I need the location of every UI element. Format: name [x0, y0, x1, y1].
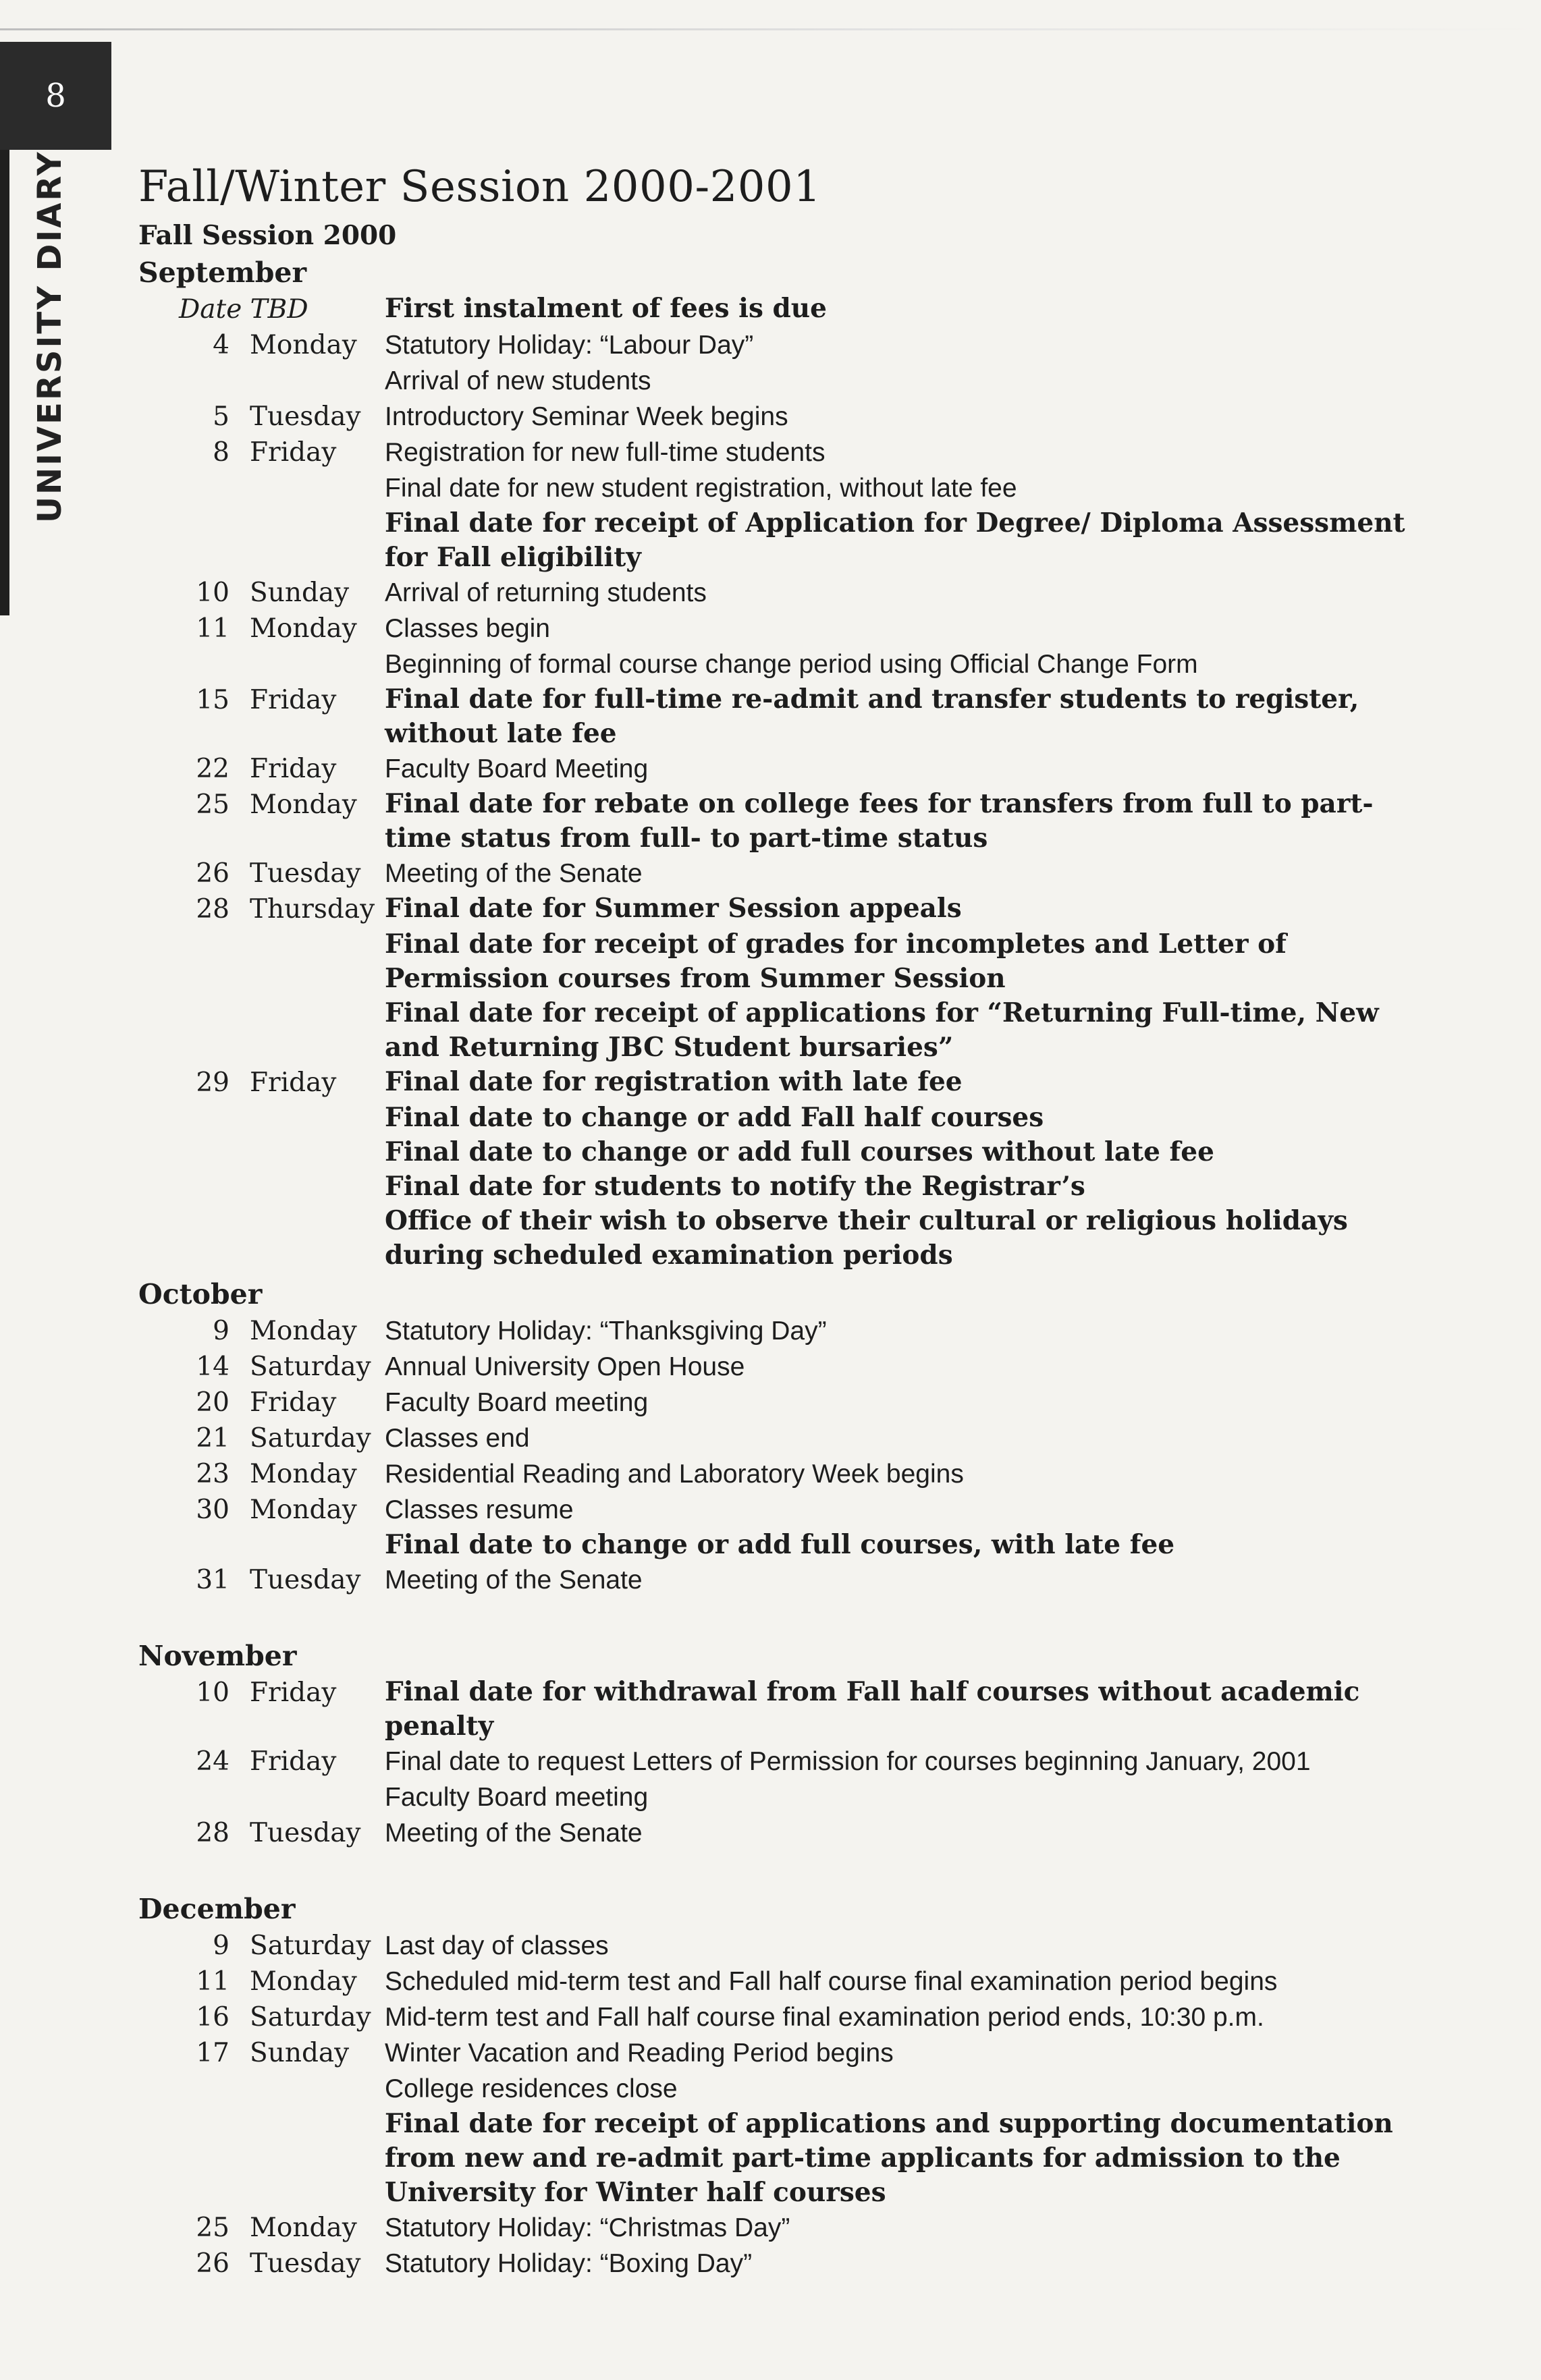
entry-text: Final date to change or add full courses, with late fee: [385, 1529, 1175, 1560]
month-heading: December: [138, 1893, 296, 1925]
entry-weekday: [250, 996, 381, 1065]
entry-weekday: Tuesday: [250, 1565, 361, 1595]
month-section: [138, 256, 1421, 1273]
diary-entry: [138, 646, 1421, 682]
entry-day: 21: [196, 1423, 229, 1454]
entry-weekday: [250, 927, 381, 996]
diary-entry: [138, 2210, 1421, 2246]
diary-entry: [138, 1492, 1421, 1528]
entry-weekday: Friday: [250, 1387, 337, 1418]
entry-text: Arrival of new students: [385, 366, 651, 395]
diary-entry: [138, 2071, 1421, 2107]
entry-weekday: Monday: [250, 613, 357, 644]
diary-entry: [138, 1204, 1421, 1273]
entry-text: First instalment of fees is due: [385, 293, 827, 324]
entry-day: [138, 1169, 250, 1204]
section-spacer: [138, 1854, 1421, 1887]
diary-entry: [138, 1779, 1421, 1815]
entry-day: [138, 996, 250, 1065]
entry-day: 11: [196, 613, 229, 644]
entry-text: Registration for new full-time students: [385, 438, 826, 467]
entry-text: Office of their wish to observe their cultural or religious holidays during scheduled examination periods: [385, 1205, 1348, 1271]
entry-weekday: Saturday: [250, 1931, 371, 1961]
entry-day: 14: [196, 1352, 229, 1382]
entry-text: Classes end: [385, 1424, 530, 1453]
month-heading: October: [138, 1278, 263, 1310]
entry-day: 29: [196, 1068, 229, 1098]
entry-day: 10: [196, 1678, 229, 1708]
entry-day: [138, 1204, 250, 1273]
entry-text: Final date to request Letters of Permission for courses beginning January, 2001: [385, 1747, 1311, 1776]
entry-text: Annual University Open House: [385, 1352, 745, 1381]
diary-entry: [138, 1928, 1421, 1964]
entry-weekday: [250, 1135, 381, 1169]
entry-weekday: Thursday: [250, 894, 375, 924]
diary-entry: [138, 1456, 1421, 1492]
entry-text: Final date for receipt of applications for “Returning Full-time, New and Returning JBC Student bursaries”: [385, 997, 1379, 1063]
entry-day: 26: [196, 2248, 229, 2279]
entry-date-tbd: Date TBD: [179, 294, 308, 325]
entry-weekday: Friday: [250, 1678, 337, 1708]
entry-text: Final date to change or add Fall half courses: [385, 1102, 1044, 1133]
entry-weekday: Tuesday: [250, 858, 361, 889]
entry-day: 8: [213, 437, 229, 468]
diary-entry: [138, 2246, 1421, 2281]
entry-day: 25: [196, 2213, 229, 2243]
diary-entry: [138, 470, 1421, 506]
entry-weekday: [250, 470, 381, 506]
diary-entry: [138, 435, 1421, 470]
entry-day: [138, 2071, 250, 2107]
entry-weekday: Monday: [250, 1316, 357, 1346]
entry-text: Final date to change or add full courses without late fee: [385, 1136, 1214, 1167]
diary-entry: [138, 1065, 1421, 1101]
diary-entry: [138, 1169, 1421, 1204]
entry-weekday: Tuesday: [250, 402, 361, 432]
entry-text: Statutory Holiday: “Christmas Day”: [385, 2213, 790, 2242]
diary-entry: [138, 2107, 1421, 2210]
diary-entry: [138, 682, 1421, 751]
entry-day: 31: [196, 1565, 229, 1595]
entry-text: Final date for receipt of grades for incompletes and Letter of Permission courses from Summer Session: [385, 929, 1287, 994]
entry-text: Introductory Seminar Week begins: [385, 402, 788, 431]
diary-entry: [138, 1101, 1421, 1135]
month-section: [138, 1640, 1421, 1851]
entry-day: 26: [196, 858, 229, 889]
diary-entry: [138, 891, 1421, 927]
diary-entry: [138, 1964, 1421, 1999]
diary-entry: [138, 927, 1421, 996]
entry-text: Final date for withdrawal from Fall half courses without academic penalty: [385, 1676, 1360, 1742]
entry-day: [138, 1101, 250, 1135]
entry-day: [138, 646, 250, 682]
entry-weekday: [250, 646, 381, 682]
entry-day: 24: [196, 1746, 229, 1777]
entry-day: 10: [196, 578, 229, 608]
entry-day: 5: [213, 402, 229, 432]
entry-text: Final date for rebate on college fees for transfers from full to part-time status from full- to part-time status: [385, 788, 1374, 854]
entry-weekday: Saturday: [250, 2002, 371, 2032]
diary-entry: [138, 996, 1421, 1065]
session-subtitle: Fall Session 2000: [138, 220, 397, 251]
entry-weekday: [250, 1779, 381, 1815]
entry-text: Classes begin: [385, 614, 550, 643]
section-spacer: [138, 1601, 1421, 1634]
entry-day: 4: [213, 330, 229, 360]
entry-weekday: Sunday: [250, 2038, 350, 2068]
diary-entry: [138, 1744, 1421, 1779]
month-heading: September: [138, 256, 307, 289]
entry-weekday: Monday: [250, 1495, 357, 1525]
entry-text: Beginning of formal course change period using Official Change Form: [385, 650, 1198, 679]
entry-text: Residential Reading and Laboratory Week begins: [385, 1460, 964, 1489]
entry-day: 9: [213, 1931, 229, 1961]
side-label: UNIVERSITY DIARY: [31, 150, 69, 523]
months-list: [138, 256, 1421, 2281]
entry-weekday: Tuesday: [250, 1818, 361, 1848]
diary-entry: [138, 1675, 1421, 1744]
diary-entry: [138, 1420, 1421, 1456]
entry-weekday: Saturday: [250, 1352, 371, 1382]
entry-text: Faculty Board meeting: [385, 1783, 649, 1812]
month-heading: November: [138, 1640, 297, 1672]
entry-day: [138, 1779, 250, 1815]
entry-day: 20: [196, 1387, 229, 1418]
page-title: Fall/Winter Session 2000-2001: [138, 162, 821, 212]
diary-entry: [138, 1562, 1421, 1598]
diary-entry: [138, 611, 1421, 646]
page-number-text: 8: [45, 77, 66, 115]
diary-entry: [138, 1815, 1421, 1851]
entry-weekday: Monday: [250, 2213, 357, 2243]
entry-text: Faculty Board Meeting: [385, 754, 649, 783]
entry-weekday: Friday: [250, 1068, 337, 1098]
entry-text: Winter Vacation and Reading Period begins: [385, 2039, 894, 2068]
entry-weekday: Friday: [250, 437, 337, 468]
entry-weekday: Saturday: [250, 1423, 371, 1454]
entry-day: [138, 1528, 250, 1562]
entry-day: [138, 506, 250, 575]
entry-text: Classes resume: [385, 1495, 574, 1524]
diary-entry: [138, 506, 1421, 575]
diary-entry: [138, 327, 1421, 363]
entry-day: 23: [196, 1459, 229, 1489]
entry-day: [138, 470, 250, 506]
entry-text: Meeting of the Senate: [385, 859, 643, 888]
top-rule: [0, 28, 1541, 30]
entry-weekday: Friday: [250, 754, 337, 784]
entry-text: Faculty Board meeting: [385, 1388, 649, 1417]
entry-day: [138, 1135, 250, 1169]
entry-day: 28: [196, 894, 229, 924]
diary-entry: [138, 399, 1421, 435]
diary-entry: [138, 1999, 1421, 2035]
entry-day: 15: [196, 685, 229, 715]
entry-weekday: Friday: [250, 685, 337, 715]
entry-weekday: [250, 1528, 381, 1562]
entry-weekday: Sunday: [250, 578, 350, 608]
entry-day: [138, 927, 250, 996]
entry-weekday: [250, 1204, 381, 1273]
entry-weekday: Tuesday: [250, 2248, 361, 2279]
diary-entry: [138, 1349, 1421, 1385]
diary-entry: [138, 1135, 1421, 1169]
month-section: [138, 1893, 1421, 2281]
entry-weekday: [250, 363, 381, 399]
page-number: [0, 42, 111, 150]
entry-text: Final date for registration with late fee: [385, 1066, 963, 1097]
entry-weekday: Monday: [250, 1459, 357, 1489]
entry-text: Final date for new student registration, without late fee: [385, 474, 1017, 503]
entry-weekday: Friday: [250, 1746, 337, 1777]
entry-day: 30: [196, 1495, 229, 1525]
diary-entry: [138, 2035, 1421, 2071]
diary-entry: [138, 292, 1421, 327]
entry-day: 17: [196, 2038, 229, 2068]
entry-day: 25: [196, 790, 229, 820]
diary-entry: [138, 1528, 1421, 1562]
entry-text: Last day of classes: [385, 1931, 609, 1960]
diary-content: [138, 162, 1421, 2284]
diary-entry: [138, 575, 1421, 611]
entry-text: Statutory Holiday: “Boxing Day”: [385, 2249, 753, 2278]
entry-day: [138, 2107, 250, 2210]
entry-text: Final date for receipt of Application for Degree/ Diploma Assessment for Fall eligibility: [385, 507, 1405, 573]
entry-text: Statutory Holiday: “Thanksgiving Day”: [385, 1317, 827, 1346]
diary-entry: [138, 363, 1421, 399]
diary-entry: [138, 751, 1421, 787]
side-bar: [0, 150, 9, 615]
entry-day: 16: [196, 2002, 229, 2032]
entry-text: Scheduled mid-term test and Fall half course final examination period begins: [385, 1967, 1278, 1996]
entry-text: Statutory Holiday: “Labour Day”: [385, 331, 754, 360]
entry-text: Mid-term test and Fall half course final examination period ends, 10:30 p.m.: [385, 2003, 1264, 2032]
entry-text: Meeting of the Senate: [385, 1819, 643, 1848]
entry-weekday: Monday: [250, 790, 357, 820]
entry-weekday: Monday: [250, 1966, 357, 1997]
entry-day: 9: [213, 1316, 229, 1346]
entry-weekday: [250, 1101, 381, 1135]
entry-text: Arrival of returning students: [385, 578, 707, 607]
entry-day: 28: [196, 1818, 229, 1848]
entry-day: [138, 363, 250, 399]
diary-entry: [138, 1385, 1421, 1420]
entry-weekday: Monday: [250, 330, 357, 360]
entry-text: Final date for Summer Session appeals: [385, 893, 962, 924]
entry-text: Final date for receipt of applications and supporting documentation from new and re-admit part-time applicants for admission to the University for Winter half courses: [385, 2108, 1393, 2208]
entry-text: College residences close: [385, 2074, 678, 2103]
month-section: [138, 1278, 1421, 1598]
entry-day: 11: [196, 1966, 229, 1997]
diary-entry: [138, 787, 1421, 856]
diary-entry: [138, 1313, 1421, 1349]
entry-text: Meeting of the Senate: [385, 1566, 643, 1595]
entry-weekday: [250, 1169, 381, 1204]
entry-day: 22: [196, 754, 229, 784]
entry-text: Final date for students to notify the Registrar’s: [385, 1171, 1085, 1202]
entry-weekday: [250, 2071, 381, 2107]
entry-text: Final date for full-time re-admit and transfer students to register, without late fee: [385, 684, 1359, 749]
entry-weekday: [250, 2107, 381, 2210]
diary-entry: [138, 856, 1421, 891]
entry-weekday: [250, 506, 381, 575]
